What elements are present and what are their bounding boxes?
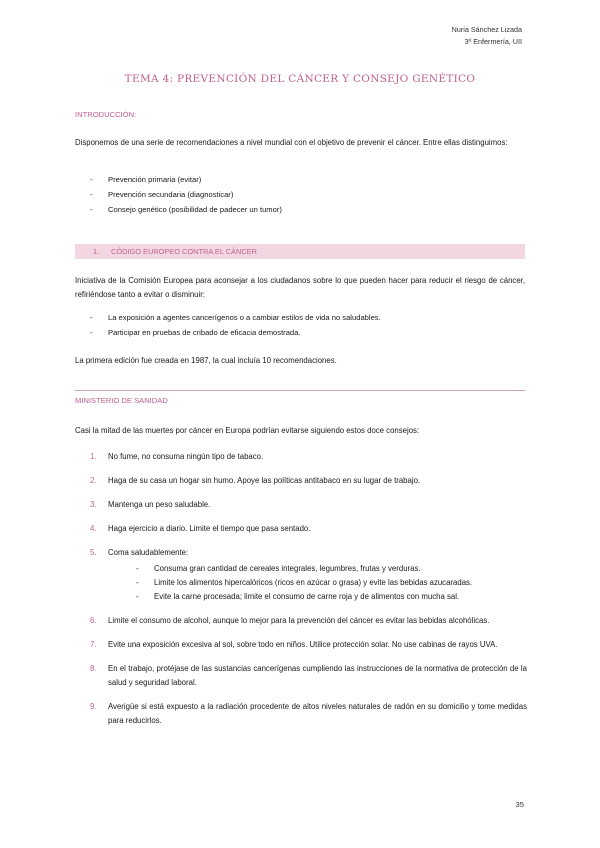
header-course: 3º Enfermería, UII [464,37,522,46]
section-title: CÓDIGO EUROPEO CONTRA EL CÁNCER [111,247,257,256]
advice-list [90,450,527,738]
item-number: 6. [90,616,97,625]
section1-paragraph: Iniciativa de la Comisión Europea para aconsejar a los ciudadanos sobre lo que pueden hacer para reducir el riesgo de cáncer, refiriéndose tanto a evitar o disminuir: [75,276,525,299]
list-item [90,498,527,512]
item-number: 1. [90,452,97,461]
item-number: 3. [90,500,97,509]
item-text: Haga ejercicio a diario. Limite el tiempo que pasa sentado. [108,524,311,533]
item-number: 7. [90,640,97,649]
section1-list [90,310,381,340]
ministry-heading: MINISTERIO DE SANIDAD [75,396,168,405]
item-number: 4. [90,524,97,533]
section-heading-band [75,244,525,259]
page-title: TEMA 4: PREVENCIÓN DEL CÁNCER Y CONSEJO GENÉTICO [124,73,476,85]
ministry-intro: Casi la mitad de las muertes por cáncer en Europa podrían evitarse siguiendo estos doce consejos: [75,426,420,435]
item-text: Evite una exposición excesiva al sol, sobre todo en niños. Utilice protección solar. No use cabinas de rayos UVA. [108,640,498,649]
list-item [90,522,527,536]
intro-paragraph: Disponemos de una serie de recomendaciones a nivel mundial con el objetivo de prevenir el cáncer. Entre ellas distinguimos: [75,138,508,147]
page-header [452,24,522,48]
list-item [90,700,527,728]
sub-item: - Evite la carne procesada; limite el consumo de carne roja y de alimentos con mucha sal. [136,590,527,604]
intro-list [90,172,282,217]
item-number: 8. [90,664,97,673]
item-number: 2. [90,476,97,485]
sub-list [136,562,527,604]
item-text: En el trabajo, protéjase de las sustancias cancerígenas cumpliendo las instrucciones de la normativa de protección de la salud y seguridad laboral. [108,664,527,687]
list-item: - Prevención primaria (evitar) [90,172,282,187]
section1-note: La primera edición fue creada en 1987, la cual incluía 10 recomendaciones. [75,356,337,365]
item-text: Limite el consumo de alcohol, aunque lo mejor para la prevención del cáncer es evitar las bebidas alcohólicas. [108,616,490,625]
list-item: - La exposición a agentes cancerígenos o a cambiar estilos de vida no saludables. [90,310,381,325]
list-item [90,662,527,690]
list-item [90,546,527,604]
list-item: - Consejo genético (posibilidad de padecer un tumor) [90,202,282,217]
item-text: Mantenga un peso saludable. [108,500,211,509]
header-author: Nuria Sánchez Lizada [451,25,522,34]
list-item [90,614,527,628]
list-item [90,638,527,652]
page-number: 35 [515,800,524,809]
sub-item: - Limite los alimentos hipercalóricos (ricos en azúcar o grasa) y evite las bebidas azucaradas. [136,576,527,590]
item-number: 5. [90,548,97,557]
divider [75,390,525,391]
item-text: Haga de su casa un hogar sin humo. Apoye las políticas antitabaco en su lugar de trabajo. [108,476,421,485]
list-item: - Participar en pruebas de cribado de eficacia demostrada. [90,325,381,340]
list-item [90,450,527,464]
section-number: 1. [93,247,100,256]
item-text: Coma saludablemente: [108,548,189,557]
item-text: No fume, no consuma ningún tipo de tabaco. [108,452,264,461]
list-item [90,474,527,488]
item-number: 9. [90,702,97,711]
item-text: Averigüe si está expuesto a la radiación procedente de altos niveles naturales de radón en su domicilio y tome medidas para reducirlos. [108,702,527,725]
sub-item: - Consuma gran cantidad de cereales integrales, legumbres, frutas y verduras. [136,562,527,576]
list-item: - Prevención secundaria (diagnosticar) [90,187,282,202]
intro-heading: INTRODUCCIÓN: [75,110,137,119]
